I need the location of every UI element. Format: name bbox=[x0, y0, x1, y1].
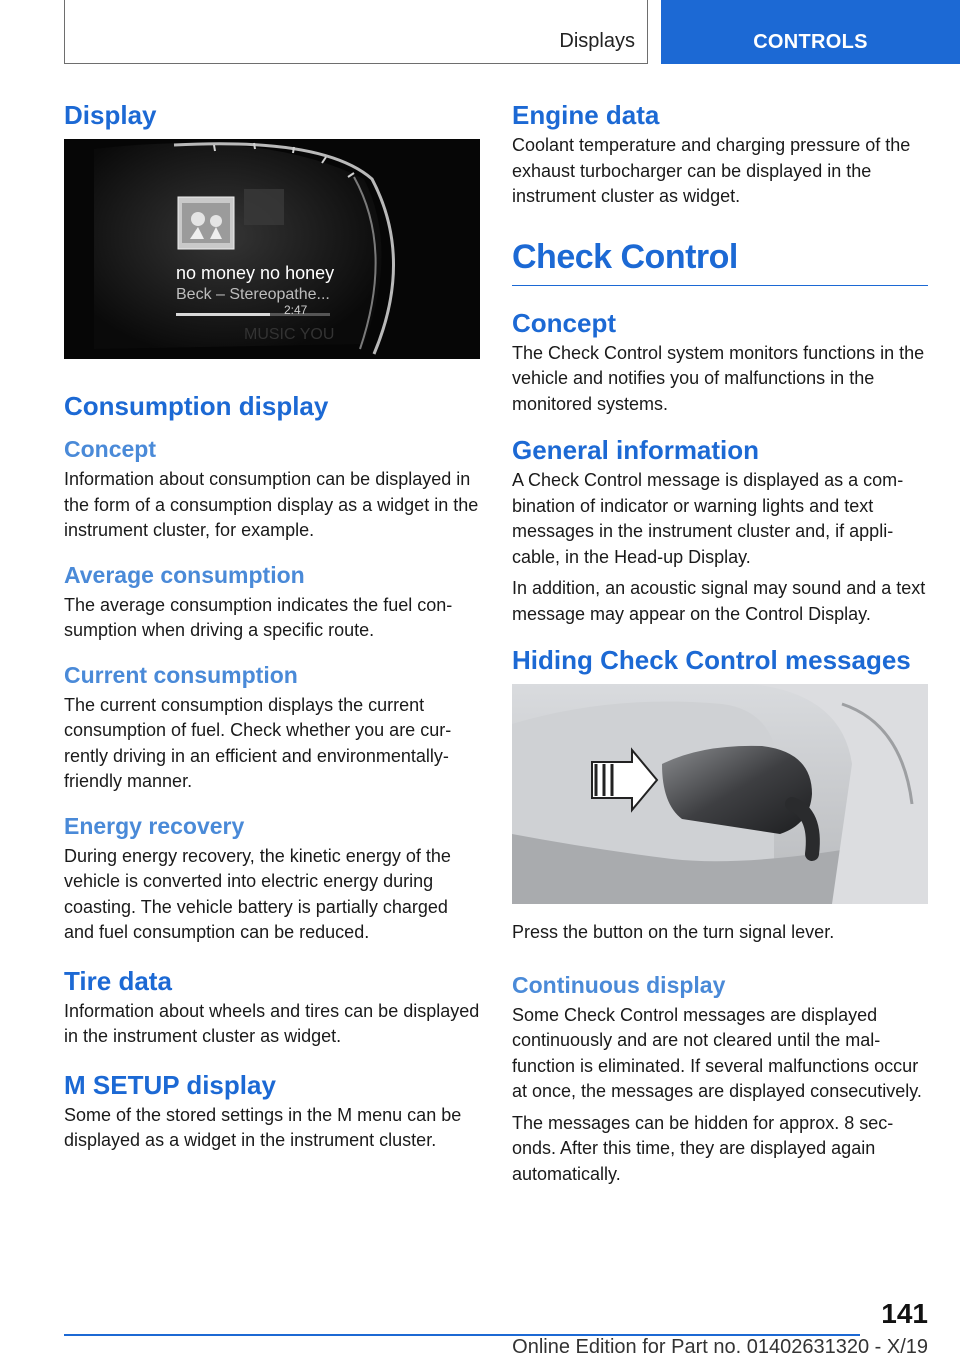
header-chapter-tab bbox=[661, 0, 960, 64]
check-control-concept-heading: Concept bbox=[512, 307, 616, 338]
song-title-text: no money no honey bbox=[176, 263, 335, 283]
hiding-messages-heading: Hiding Check Control messages bbox=[512, 645, 911, 675]
right-column bbox=[512, 100, 928, 1199]
tire-data-text: Information about wheels and tires can be displayed in the instrument cluster as widget. bbox=[64, 1000, 480, 1046]
hiding-messages-caption: Press the button on the turn signal lever. bbox=[512, 922, 835, 942]
turn-signal-lever-image bbox=[512, 684, 928, 904]
engine-data-heading: Engine data bbox=[512, 100, 660, 130]
continuous-display-text-2: The messages can be hidden for approx. 8 seconds. After this time, they are displayed again automatically. bbox=[512, 1112, 894, 1184]
footer-edition: Online Edition for Part no. 01402631320 - X/19 bbox=[512, 1336, 928, 1358]
concept-heading: Concept bbox=[64, 436, 156, 462]
general-information-text-1: A Check Control message is displayed as a combination of indicator or warning lights and text messages in the instrument cluster and, if applicable, in the Head-up Display. bbox=[512, 470, 904, 567]
engine-data-text: Coolant temperature and charging pressure of the exhaust turbocharger can be displayed in the instrument cluster as widget. bbox=[512, 135, 911, 206]
header-section-tab bbox=[64, 0, 648, 64]
header-section-label: Displays bbox=[559, 30, 635, 52]
instrument-cluster-image bbox=[64, 139, 480, 359]
continuous-display-text-1: Some Check Control messages are displayed continuously and are not cleared until the malfunction is eliminated. If several malfunctions occur at once, the messages are displayed consecutively. bbox=[512, 1004, 922, 1101]
m-setup-display-text: Some of the stored settings in the M menu can be displayed as a widget in the instrument cluster. bbox=[64, 1104, 462, 1150]
left-column bbox=[64, 100, 480, 1166]
energy-recovery-heading: Energy recovery bbox=[64, 812, 245, 839]
current-consumption-heading: Current consumption bbox=[64, 661, 298, 688]
svg-text:MUSIC YOU: MUSIC YOU bbox=[244, 326, 335, 343]
turn-signal-lever-illustration bbox=[512, 684, 928, 904]
header-chapter-label: CONTROLS bbox=[753, 31, 868, 53]
instrument-cluster-illustration bbox=[64, 139, 480, 359]
continuous-display-heading: Continuous display bbox=[512, 971, 726, 998]
consumption-display-heading: Consumption display bbox=[64, 391, 329, 421]
average-consumption-heading: Average consumption bbox=[64, 561, 305, 588]
song-artist-text: Beck – Stereopathe... bbox=[176, 286, 330, 303]
general-information-heading: General information bbox=[512, 435, 760, 465]
display-heading: Display bbox=[64, 100, 157, 130]
song-time-text: 2:47 bbox=[284, 303, 308, 317]
energy-recovery-text: During energy recovery, the kinetic energy of the vehicle is converted into electric energy during coasting. The vehicle battery is partially charged and fuel consumption can be reduced. bbox=[64, 845, 451, 942]
tire-data-heading: Tire data bbox=[64, 965, 172, 996]
page-number: 141 bbox=[881, 1298, 928, 1329]
check-control-concept-text: The Check Control system monitors functions in the vehicle and notifies you of malfunctions in the monitored systems. bbox=[512, 342, 925, 414]
check-control-heading: Check Control bbox=[512, 238, 928, 286]
general-information-text-2: In addition, an acoustic signal may sound and a text message may appear on the Control Display. bbox=[512, 578, 926, 624]
average-consumption-text: The average consumption indicates the fuel consumption when driving a specific route. bbox=[64, 594, 453, 640]
current-consumption-text: The current consumption displays the current consumption of fuel. Check whether you are currently driving in an efficient and environmentally-friendly manner. bbox=[64, 694, 452, 791]
m-setup-display-heading: M SETUP display bbox=[64, 1069, 276, 1100]
concept-text: Information about consumption can be displayed in the form of a consumption display as a widget in the instrument cluster, for example. bbox=[64, 469, 479, 540]
